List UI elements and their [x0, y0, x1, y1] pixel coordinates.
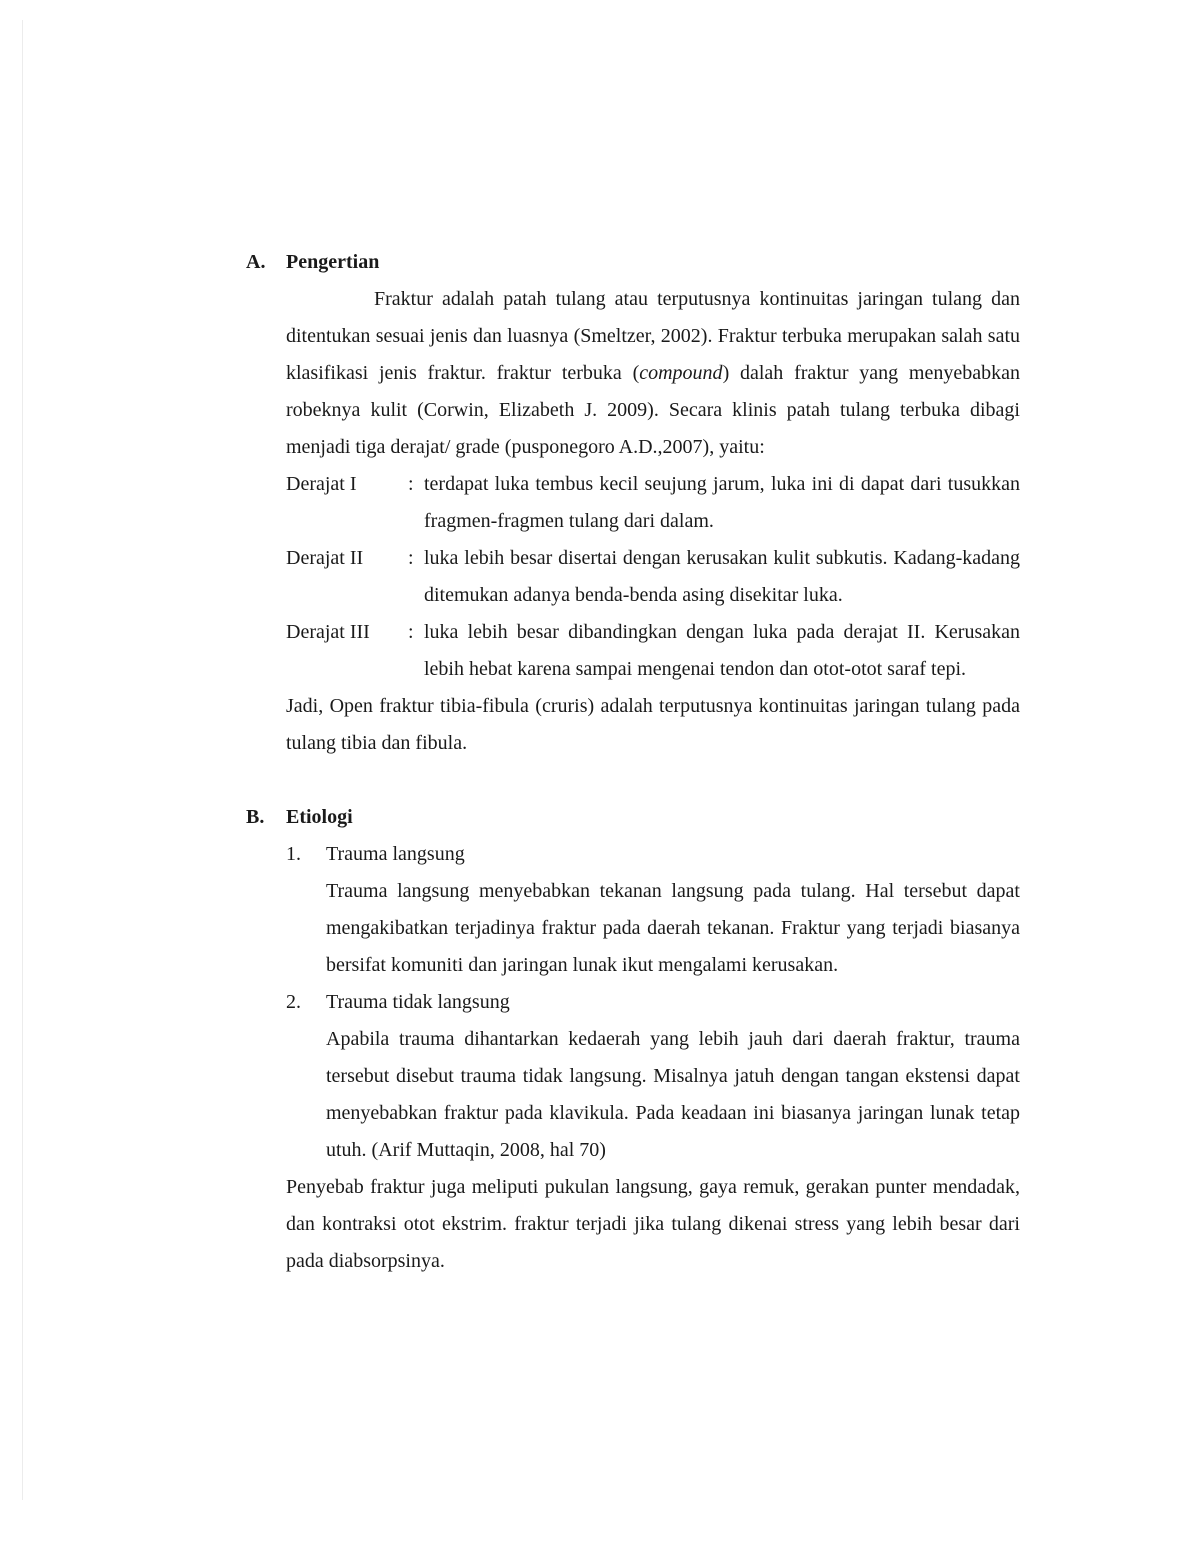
section-gap [246, 762, 1020, 799]
section-b-title: Etiologi [286, 806, 353, 828]
etiology-item-2 [286, 984, 1020, 1021]
list-body: Trauma langsung menyebabkan tekanan langsung pada tulang. Hal tersebut dapat mengakibatkan terjadinya fraktur pada daerah tekanan. Fraktur yang terjadi biasanya bersifat komuniti dan jaringan lunak ikut mengalami kerusakan. [326, 880, 1020, 976]
list-number: 2. [286, 991, 301, 1013]
list-number: 1. [286, 843, 301, 865]
etiology-item-1 [286, 836, 1020, 873]
section-a-title: Pengertian [286, 251, 380, 273]
grade-label: Derajat III [286, 621, 370, 643]
definition-paragraph [286, 281, 1020, 466]
section-b-heading [246, 799, 1020, 836]
conclusion-paragraph: Jadi, Open fraktur tibia-fibula (cruris) adalah terputusnya kontinuitas jaringan tulang pada tulang tibia dan fibula. [286, 695, 1020, 754]
grade-colon: : [408, 621, 414, 643]
grade-label: Derajat I [286, 473, 357, 495]
list-body: Apabila trauma dihantarkan kedaerah yang lebih jauh dari daerah fraktur, trauma tersebut disebut trauma tidak langsung. Misalnya jatuh dengan tangan ekstensi dapat menyebabkan fraktur pada klavikula. Pada keadaan ini biasanya jaringan lunak tetap utuh. (Arif Muttaqin, 2008, hal 70) [326, 1028, 1020, 1161]
grade-colon: : [408, 547, 414, 569]
definition-text-end: ) dalah fraktur yang menyebabkan robeknya kulit (Corwin, Elizabeth J. 2009). Secara klinis patah tulang terbuka dibagi menjadi tiga derajat/ grade (pusponegoro A.D.,2007), yaitu: [286, 362, 1020, 458]
grade-row-2 [286, 540, 1020, 614]
closing-paragraph: Penyebab fraktur juga meliputi pukulan langsung, gaya remuk, gerakan punter mendadak, dan kontraksi otot ekstrim. fraktur terjadi jika tulang dikenai stress yang lebih besar dari pada diabsorpsinya. [286, 1176, 1020, 1272]
grade-colon: : [408, 473, 414, 495]
grade-description: luka lebih besar dibandingkan dengan luka pada derajat II. Kerusakan lebih hebat karena sampai mengenai tendon dan otot-otot saraf tepi. [424, 621, 1020, 680]
section-a-letter: A. [246, 251, 266, 273]
page-edge-line [22, 20, 23, 1500]
list-title: Trauma langsung [326, 843, 465, 865]
document-body [246, 244, 1020, 1280]
definition-text-start: Fraktur adalah patah tulang atau terputusnya kontinuitas jaringan tulang dan ditentukan sesuai jenis dan luasnya (Smeltzer, 2002). Fraktur terbuka merupakan salah satu klasifikasi jenis fraktur. fraktur terbuka ( [286, 288, 1020, 384]
grade-row-3 [286, 614, 1020, 688]
section-a-heading [246, 244, 1020, 281]
grade-description: luka lebih besar disertai dengan kerusakan kulit subkutis. Kadang-kadang ditemukan adanya benda-benda asing disekitar luka. [424, 547, 1020, 606]
list-title: Trauma tidak langsung [326, 991, 510, 1013]
grade-label: Derajat II [286, 547, 364, 569]
definition-italic-term: compound [639, 362, 723, 384]
grade-row-1 [286, 466, 1020, 540]
section-b-letter: B. [246, 806, 265, 828]
grade-description: terdapat luka tembus kecil seujung jarum, luka ini di dapat dari tusukkan fragmen-fragmen tulang dari dalam. [424, 473, 1020, 532]
